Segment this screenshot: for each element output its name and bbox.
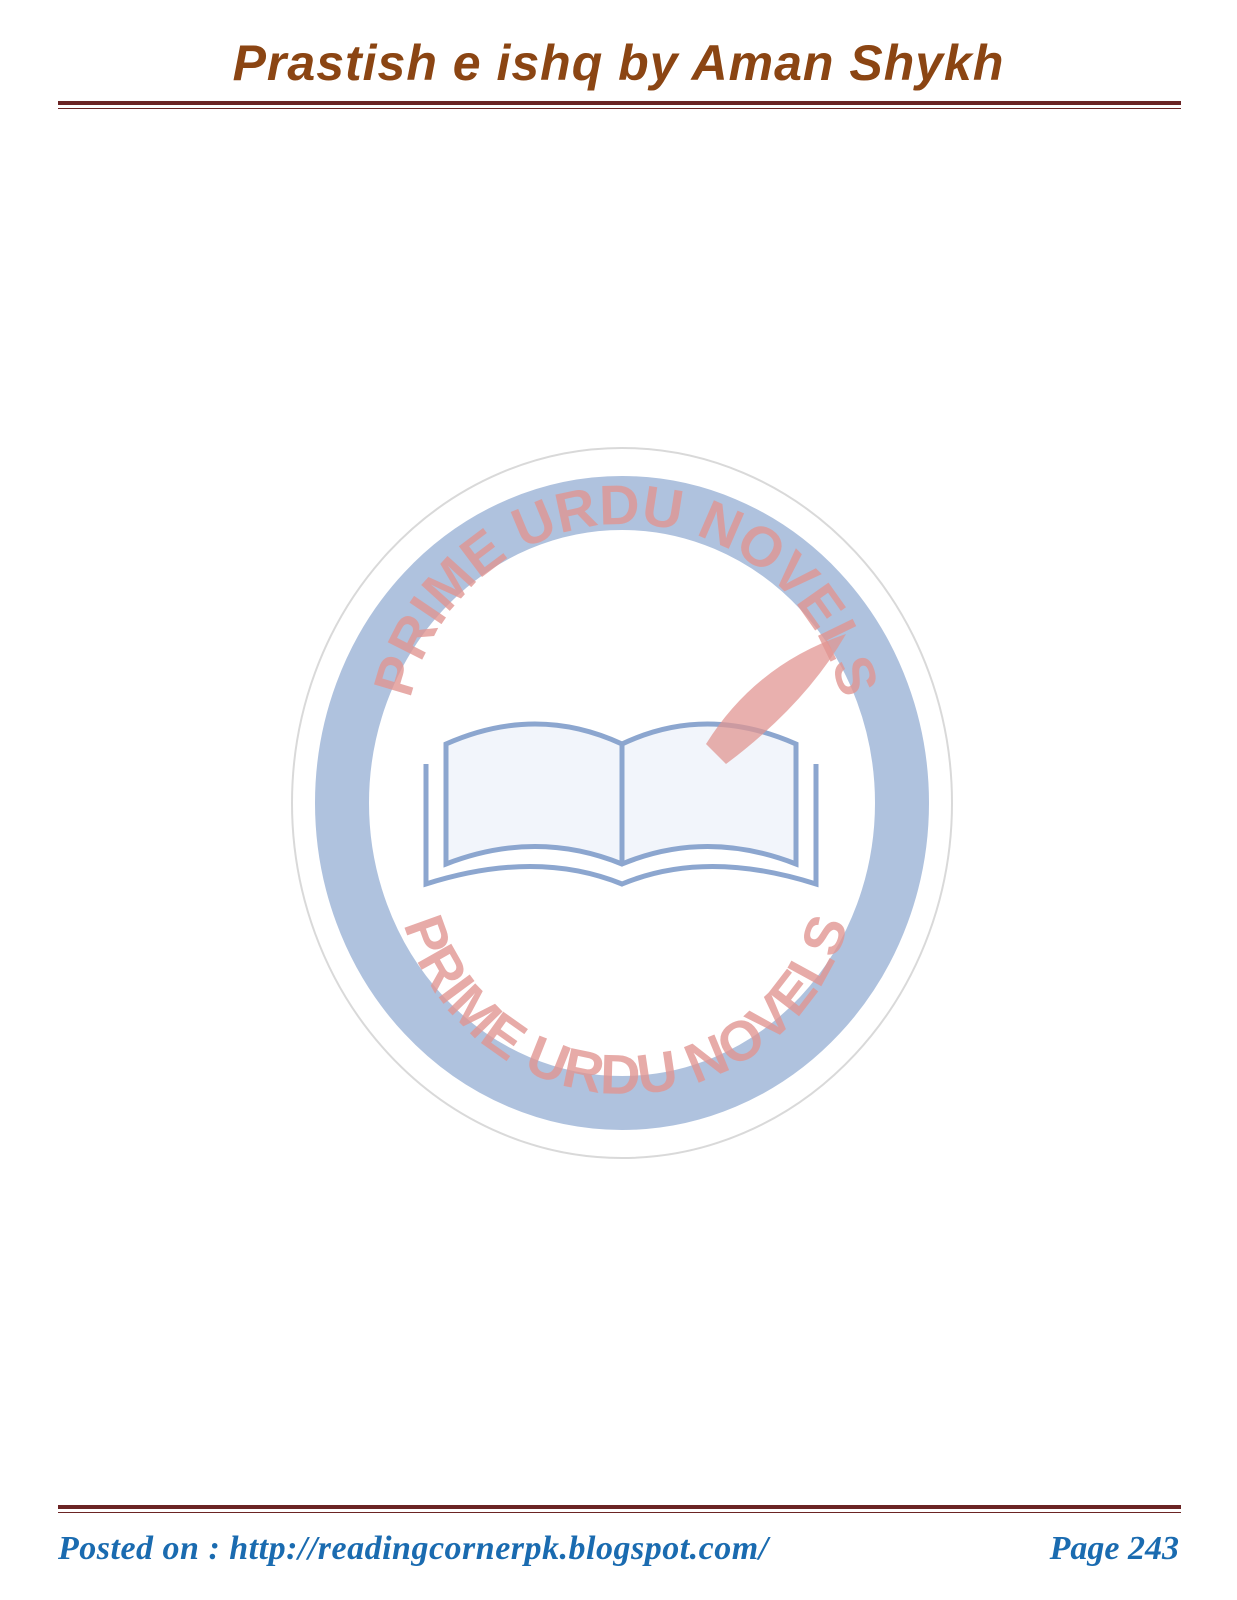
footer-divider [58,1505,1181,1513]
posted-on-link[interactable]: Posted on : http://readingcornerpk.blogspot.com/ [58,1530,769,1567]
page-number: Page 243 [1049,1530,1179,1567]
header-divider [58,101,1181,109]
document-title: Prastish e ishq by Aman Shykh [232,35,1005,91]
book-icon [426,724,816,884]
watermark-logo [286,444,958,1162]
watermark-bottom-text: PRIME URDU NOVELS [391,906,861,1107]
watermark-top-text: PRIME URDU NOVELS [360,472,892,703]
